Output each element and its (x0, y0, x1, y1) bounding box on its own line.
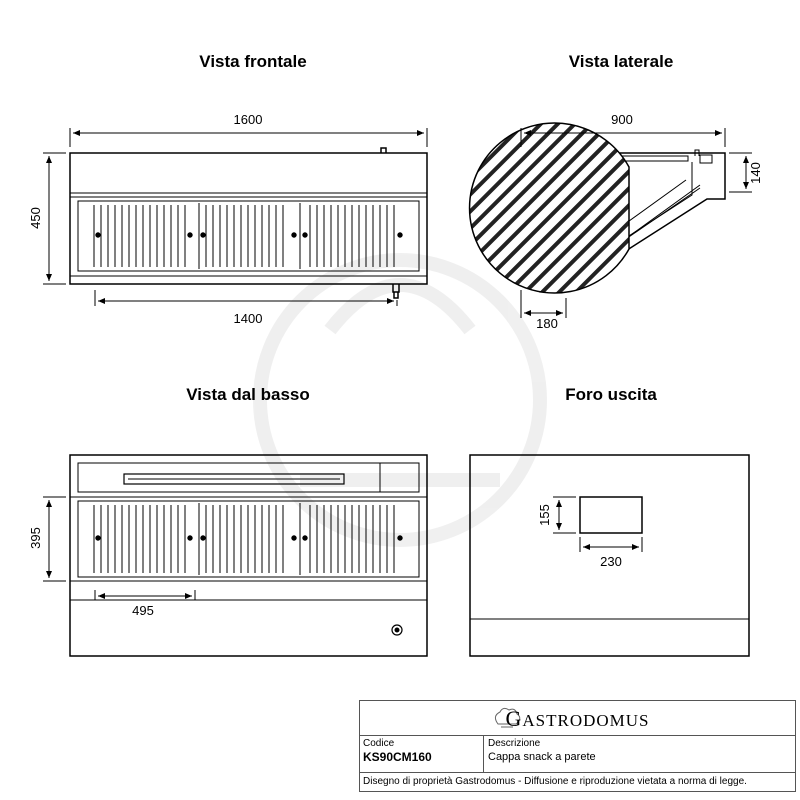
front-width-dimension: 1600 (233, 112, 263, 127)
code-cell (360, 736, 484, 772)
description-cell (484, 736, 795, 772)
bottom-filter-slats (94, 503, 394, 575)
brand-logo (360, 701, 795, 736)
front-filter-handles (96, 233, 402, 237)
front-height-dimension: 450 (28, 207, 43, 229)
outlet-height-dimension: 155 (537, 504, 552, 526)
ownership-notice: Disegno di proprietà Gastrodomus - Diffusione e riproduzione vietata a norma di legge. (363, 776, 747, 787)
outlet-hole (580, 497, 642, 533)
side-view-title: Vista laterale (568, 52, 674, 71)
description-label: Descrizione (488, 738, 541, 749)
side-bottom-dimension: 180 (536, 316, 558, 331)
bottom-width-dimension: 495 (132, 603, 154, 618)
front-view-title: Vista frontale (199, 52, 307, 71)
description-value: Cappa snack a parete (488, 751, 596, 763)
bottom-view-title: Vista dal basso (186, 385, 310, 404)
front-view (70, 148, 427, 298)
brand-initial: G (505, 706, 523, 731)
outlet-dimensions (553, 497, 642, 552)
outlet-view-title: Foro uscita (565, 385, 657, 404)
brand-name: ASTRODOMUS (522, 711, 650, 730)
side-height-dimension: 140 (748, 162, 763, 184)
bottom-dimensions (43, 497, 195, 600)
outlet-width-dimension: 230 (600, 554, 622, 569)
front-inner-width-dimension: 1400 (233, 311, 263, 326)
side-depth-dimension: 900 (611, 112, 633, 127)
code-label: Codice (363, 738, 395, 749)
title-block (359, 700, 796, 792)
bottom-height-dimension: 395 (28, 527, 43, 549)
front-filter-slats (94, 203, 394, 269)
watermark-logo (260, 260, 540, 540)
code-value: KS90CM160 (363, 750, 432, 764)
title-block-info-row (360, 736, 795, 773)
side-grease-filter-hatched (470, 123, 629, 293)
